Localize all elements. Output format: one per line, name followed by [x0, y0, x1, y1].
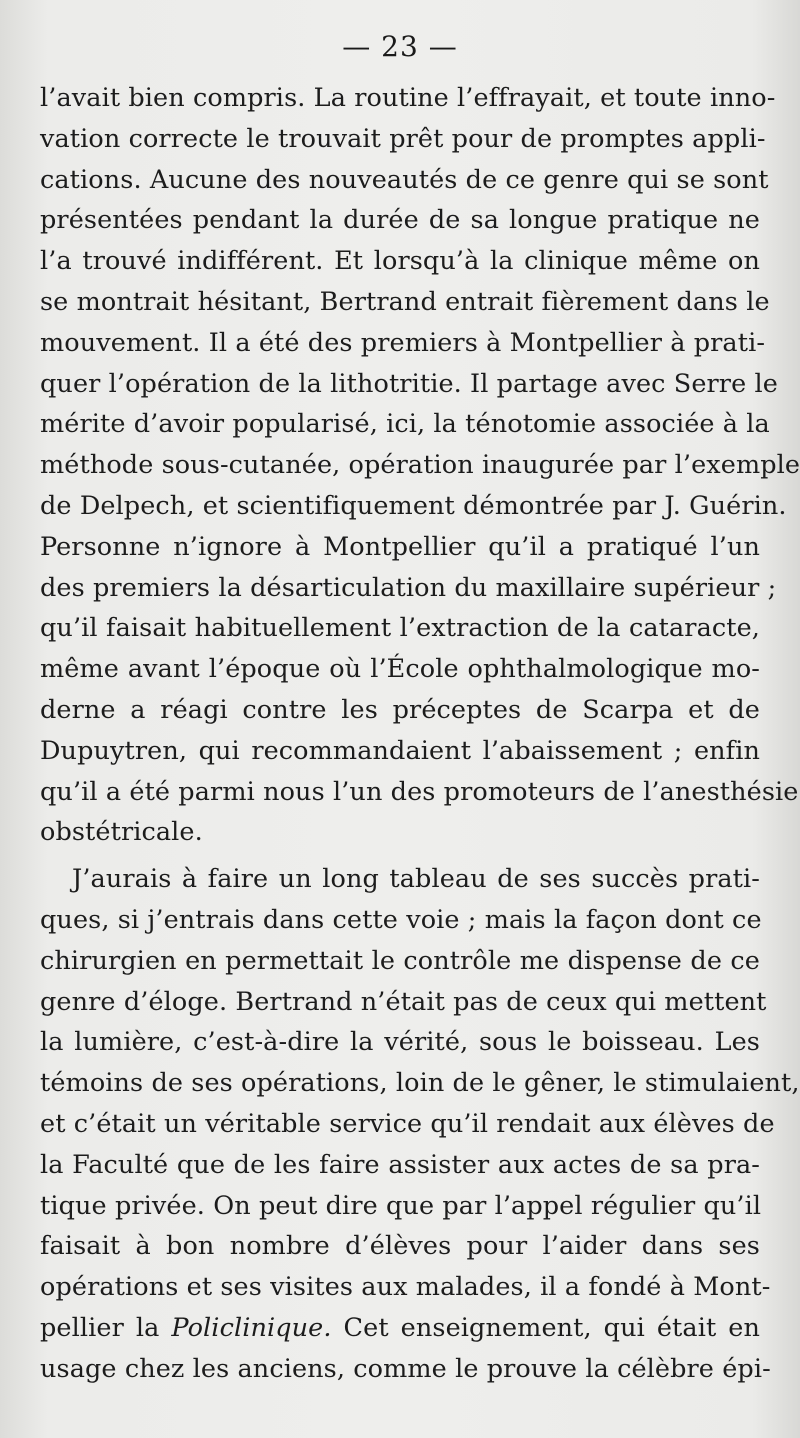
text-line: présentées pendant la durée de sa longue pratique ne: [40, 205, 760, 236]
italic-term: Policlinique.: [171, 1312, 332, 1343]
paragraph-end-line: obstétricale.: [40, 817, 203, 848]
text-fragment: pellier la: [40, 1312, 172, 1343]
text-line: mouvement. Il a été des premiers à Montpellier à prati-: [40, 327, 766, 358]
body-text: [40, 78, 800, 1390]
text-line: tique privée. On peut dire que par l’appel régulier qu’il: [40, 1190, 762, 1221]
text-line: témoins de ses opérations, loin de le gêner, le stimulaient,: [40, 1068, 800, 1099]
text-line: chirurgien en permettait le contrôle me dispense de ce: [40, 945, 760, 976]
text-line: l’a trouvé indifférent. Et lorsqu’à la clinique même on: [40, 246, 760, 277]
text-line: des premiers la désarticulation du maxillaire supérieur ;: [40, 572, 777, 603]
text-line-with-italic: [40, 1308, 760, 1349]
text-line: qu’il a été parmi nous l’un des promoteurs de l’anesthésie: [40, 776, 799, 807]
text-line: la Faculté que de les faire assister aux actes de sa pra-: [40, 1149, 760, 1180]
text-line: ques, si j’entrais dans cette voie ; mais la façon dont ce: [40, 904, 762, 935]
text-line: se montrait hésitant, Bertrand entrait fièrement dans le: [40, 286, 770, 317]
text-line: Dupuytren, qui recommandaient l’abaissement ; enfin: [40, 735, 760, 766]
text-line: genre d’éloge. Bertrand n’était pas de ceux qui mettent: [40, 986, 767, 1017]
text-line: usage chez les anciens, comme le prouve la célèbre épi-: [40, 1353, 771, 1384]
text-line: quer l’opération de la lithotritie. Il partage avec Serre le: [40, 368, 778, 399]
paragraph-start-line: J’aurais à faire un long tableau de ses succès prati-: [72, 864, 760, 895]
text-line: l’avait bien compris. La routine l’effrayait, et toute inno-: [40, 83, 776, 113]
text-line: cations. Aucune des nouveautés de ce genre qui se sont: [40, 164, 769, 195]
text-line: mérite d’avoir popularisé, ici, la ténotomie associée à la: [40, 409, 770, 440]
text-line: et c’était un véritable service qu’il rendait aux élèves de: [40, 1108, 775, 1139]
text-line: de Delpech, et scientifiquement démontrée par J. Guérin.: [40, 490, 787, 521]
text-fragment: Cet enseignement, qui était en: [331, 1312, 760, 1343]
text-line: vation correcte le trouvait prêt pour de promptes appli-: [40, 123, 766, 154]
text-line: opérations et ses visites aux malades, il a fondé à Mont-: [40, 1272, 771, 1303]
text-line: méthode sous-cutanée, opération inaugurée par l’exemple: [40, 450, 800, 481]
text-line: même avant l’époque où l’École ophthalmologique mo-: [40, 654, 760, 685]
text-line: qu’il faisait habituellement l’extraction de la cataracte,: [40, 613, 760, 644]
text-line: Personne n’ignore à Montpellier qu’il a pratiqué l’un: [40, 531, 760, 562]
page-number: — 23 —: [342, 30, 458, 63]
text-line: derne a réagi contre les préceptes de Scarpa et de: [40, 694, 760, 725]
text-line: la lumière, c’est-à-dire la vérité, sous le boisseau. Les: [40, 1027, 760, 1058]
text-line: faisait à bon nombre d’élèves pour l’aider dans ses: [40, 1231, 760, 1262]
